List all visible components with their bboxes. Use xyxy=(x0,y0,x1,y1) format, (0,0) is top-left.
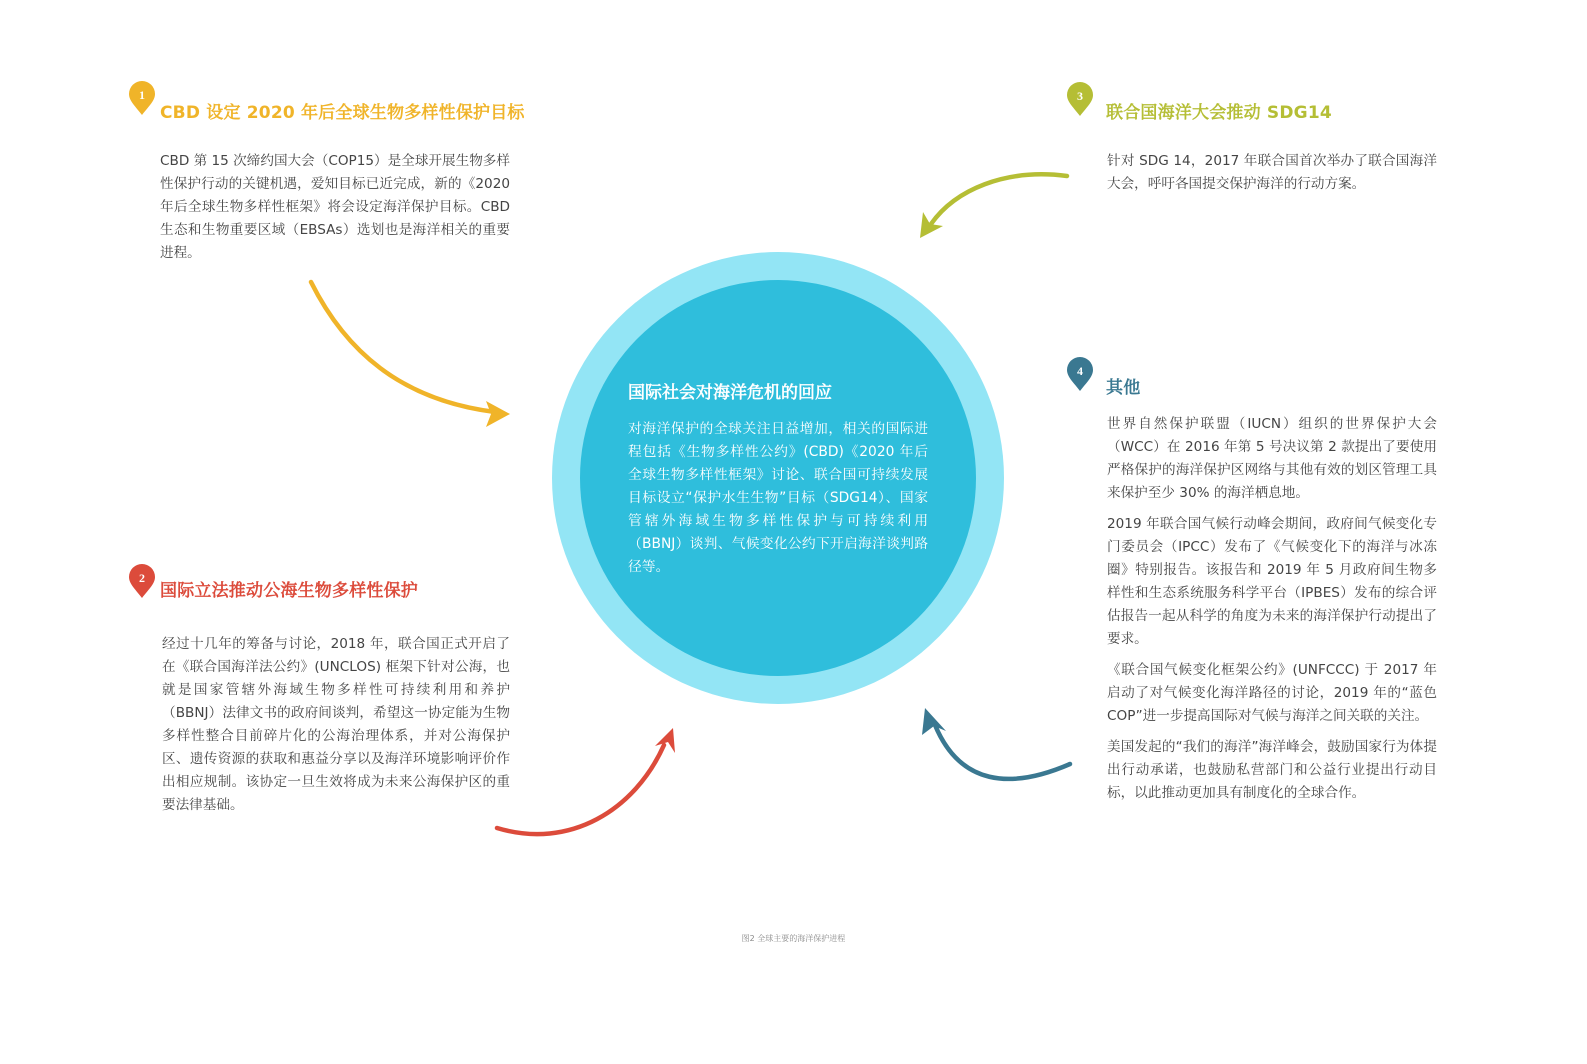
figure-caption: 图2 全球主要的海洋保护进程 xyxy=(741,934,846,943)
item-4-paragraph-3: 《联合国气候变化框架公约》(UNFCCC) 于 2017 年启动了对气候变化海洋路径的讨论，2019 年的“蓝色 COP”进一步提高国际对气候与海洋之间关联的关注。 xyxy=(1107,662,1437,724)
number-marker-1 xyxy=(128,80,156,116)
item-2-text xyxy=(162,633,510,825)
number-marker-3 xyxy=(1066,81,1094,117)
item-4-paragraph-4: 美国发起的“我们的海洋”海洋峰会，鼓励国家行为体提出行动承诺，也鼓励私营部门和公益行业提出行动目标，以此推动更加具有制度化的全球合作。 xyxy=(1107,739,1437,801)
arrow-item-4 xyxy=(922,708,1070,779)
marker-4-number: 4 xyxy=(1077,364,1083,378)
item-4-paragraph-1: 世界自然保护联盟（IUCN）组织的世界保护大会（WCC）在 2016 年第 5 号决议第 2 款提出了要使用严格保护的海洋保护区网络与其他有效的划区管理工具来保护至少 30% 的海洋栖息地。 xyxy=(1107,416,1437,501)
item-1-title: CBD 设定 2020 年后全球生物多样性保护目标 xyxy=(160,103,525,123)
item-2-title: 国际立法推动公海生物多样性保护 xyxy=(160,581,418,601)
marker-1-number: 1 xyxy=(139,88,145,102)
arrow-item-3 xyxy=(920,174,1067,238)
center-title: 国际社会对海洋危机的回应 xyxy=(628,383,832,403)
arrow-item-1 xyxy=(311,282,510,427)
arrow-item-2 xyxy=(497,728,675,834)
center-text: 对海洋保护的全球关注日益增加，相关的国际进程包括《生物多样性公约》(CBD)《2020 年后全球生物多样性框架》讨论、联合国可持续发展目标设立“保护水生生物”目标（SDG14）、国家管辖外海域生物多样性保护与可持续利用（BBNJ）谈判、气候变化公约下开启海洋谈判路径等。 xyxy=(628,421,928,575)
item-2-paragraph: 经过十几年的筹备与讨论，2018 年，联合国正式开启了在《联合国海洋法公约》(UNCLOS) 框架下针对公海，也就是国家管辖外海域生物多样性可持续利用和养护（BBNJ）法律文书的政府间谈判，希望这一协定能为生物多样性整合目前碎片化的公海治理体系，并对公海保护区、遗传资源的获取和惠益分享以及海洋环境影响评价作出相应规制。该协定一旦生效将成为未来公海保护区的重要法律基础。 xyxy=(162,636,510,813)
item-3-paragraph: 针对 SDG 14，2017 年联合国首次举办了联合国海洋大会，呼吁各国提交保护海洋的行动方案。 xyxy=(1107,153,1437,192)
item-3-title: 联合国海洋大会推动 SDG14 xyxy=(1106,103,1332,123)
item-4-title: 其他 xyxy=(1106,378,1141,398)
item-4-paragraph-2: 2019 年联合国气候行动峰会期间，政府间气候变化专门委员会（IPCC）发布了《气候变化下的海洋与冰冻圈》特别报告。该报告和 2019 年 5 月政府间生物多样性和生态系统服务科学平台（IPBES）发布的综合评估报告一起从科学的角度为未来的海洋保护行动提出了要求。 xyxy=(1107,516,1437,647)
item-3-text xyxy=(1107,150,1437,204)
marker-3-number: 3 xyxy=(1077,89,1083,103)
marker-2-number: 2 xyxy=(139,571,145,585)
item-1-text xyxy=(160,150,510,273)
number-marker-2 xyxy=(128,563,156,599)
item-1-paragraph: CBD 第 15 次缔约国大会（COP15）是全球开展生物多样性保护行动的关键机遇，爱知目标已近完成，新的《2020 年后全球生物多样性框架》将会设定海洋保护目标。CBD 生态和生物重要区域（EBSAs）选划也是海洋相关的重要进程。 xyxy=(160,153,510,261)
item-4-text xyxy=(1107,413,1437,813)
number-marker-4 xyxy=(1066,356,1094,392)
